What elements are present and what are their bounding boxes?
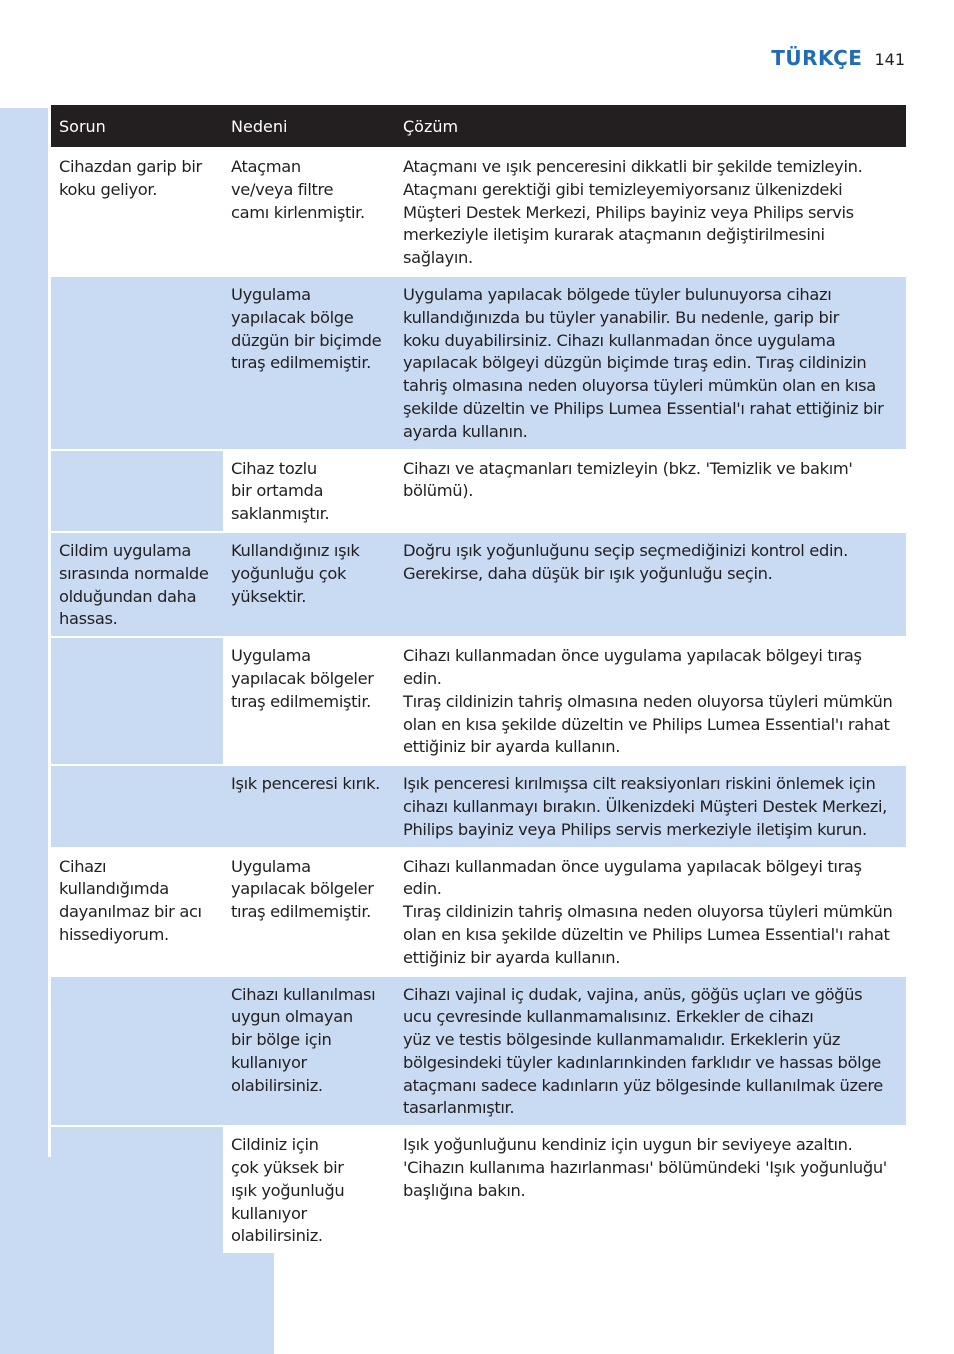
problem-cell (51, 765, 223, 847)
table-row (51, 148, 906, 276)
table-row (51, 532, 906, 637)
cause-cell: Cihaz tozlu bir ortamda saklanmıştır. (223, 450, 395, 532)
column-header-problem: Sorun (51, 105, 223, 148)
problem-cell: Cihazı kullandığımda dayanılmaz bir acı hissediyorum. (51, 848, 223, 976)
table-row (51, 765, 906, 847)
solution-cell: Uygulama yapılacak bölgede tüyler bulunuyorsa cihazı kullandığınızda bu tüyler yanabilir. Bu nedenle, garip bir koku duyabilirsiniz. Cihazı kullanmadan önce uygulama yapılacak bölgeyi düzgün biçimde tıraş edin. Tıraş cildinizin tahriş olmasına neden oluyorsa tüyleri mümkün olan en kısa şekilde düzeltin ve Philips Lumea Essential'ı rahat ettiğiniz bir ayarda kullanın. (395, 276, 906, 450)
solution-cell: Ataçmanı ve ışık penceresini dikkatli bir şekilde temizleyin. Ataçmanı gerektiği gibi temizleyemiyorsanız ülkenizdeki Müşteri Destek Merkezi, Philips bayiniz veya Philips servis merkeziyle iletişim kurarak ataçmanın değiştirilmesini sağlayın. (395, 148, 906, 276)
problem-cell (51, 450, 223, 532)
problem-cell (51, 637, 223, 765)
cause-cell: Ataçman ve/veya filtre camı kirlenmiştir. (223, 148, 395, 276)
solution-cell: Cihazı kullanmadan önce uygulama yapılacak bölgeyi tıraş edin. Tıraş cildinizin tahriş olmasına neden oluyorsa tüyleri mümkün olan en kısa şekilde düzeltin ve Philips Lumea Essential'ı rahat ettiğiniz bir ayarda kullanın. (395, 848, 906, 976)
problem-cell (51, 1126, 223, 1253)
table-row (51, 1126, 906, 1253)
table-row (51, 276, 906, 450)
table-row (51, 848, 906, 976)
table-row (51, 976, 906, 1127)
cause-cell: Uygulama yapılacak bölgeler tıraş edilmemiştir. (223, 637, 395, 765)
problem-cell: Cildim uygulama sırasında normalde olduğundan daha hassas. (51, 532, 223, 637)
cause-cell: Kullandığınız ışık yoğunluğu çok yüksektir. (223, 532, 395, 637)
solution-cell: Işık yoğunluğunu kendiniz için uygun bir seviyeye azaltın. 'Cihazın kullanıma hazırlanması' bölümündeki 'Işık yoğunluğu' başlığına bakın. (395, 1126, 906, 1253)
cause-cell: Uygulama yapılacak bölgeler tıraş edilmemiştir. (223, 848, 395, 976)
troubleshooting-table (51, 105, 906, 1253)
side-accent-band (0, 108, 48, 1354)
problem-cell (51, 276, 223, 450)
problem-cell (51, 976, 223, 1127)
solution-cell: Cihazı vajinal iç dudak, vajina, anüs, göğüs uçları ve göğüs ucu çevresinde kullanmamalısınız. Erkekler de cihazı yüz ve testis bölgesinde kullanmamalıdır. Erkeklerin yüz bölgesindeki tüyler kadınlarınkinden farklıdır ve hassas bölge ataçmanı sadece kadınların yüz bölgesinde kullanılmak üzere tasarlanmıştır. (395, 976, 906, 1127)
cause-cell: Işık penceresi kırık. (223, 765, 395, 847)
column-header-solution: Çözüm (395, 105, 906, 148)
problem-cell: Cihazdan garip bir koku geliyor. (51, 148, 223, 276)
solution-cell: Cihazı kullanmadan önce uygulama yapılacak bölgeyi tıraş edin. Tıraş cildinizin tahriş olmasına neden oluyorsa tüyleri mümkün olan en kısa şekilde düzeltin ve Philips Lumea Essential'ı rahat ettiğiniz bir ayarda kullanın. (395, 637, 906, 765)
column-header-cause: Nedeni (223, 105, 395, 148)
cause-cell: Uygulama yapılacak bölge düzgün bir biçimde tıraş edilmemiştir. (223, 276, 395, 450)
solution-cell: Doğru ışık yoğunluğunu seçip seçmediğinizi kontrol edin. Gerekirse, daha düşük bir ışık yoğunluğu seçin. (395, 532, 906, 637)
solution-cell: Işık penceresi kırılmışsa cilt reaksiyonları riskini önlemek için cihazı kullanmayı bırakın. Ülkenizdeki Müşteri Destek Merkezi, Philips bayiniz veya Philips servis merkeziyle iletişim kurun. (395, 765, 906, 847)
page-number: 141 (874, 50, 905, 69)
page-header (771, 46, 905, 76)
cause-cell: Cildiniz için çok yüksek bir ışık yoğunluğu kullanıyor olabilirsiniz. (223, 1126, 395, 1253)
solution-cell: Cihazı ve ataçmanları temizleyin (bkz. 'Temizlik ve bakım' bölümü). (395, 450, 906, 532)
cause-cell: Cihazı kullanılması uygun olmayan bir bölge için kullanıyor olabilirsiniz. (223, 976, 395, 1127)
language-label: TÜRKÇE (771, 46, 863, 70)
table-row (51, 450, 906, 532)
table-row (51, 637, 906, 765)
table-header (51, 105, 906, 148)
